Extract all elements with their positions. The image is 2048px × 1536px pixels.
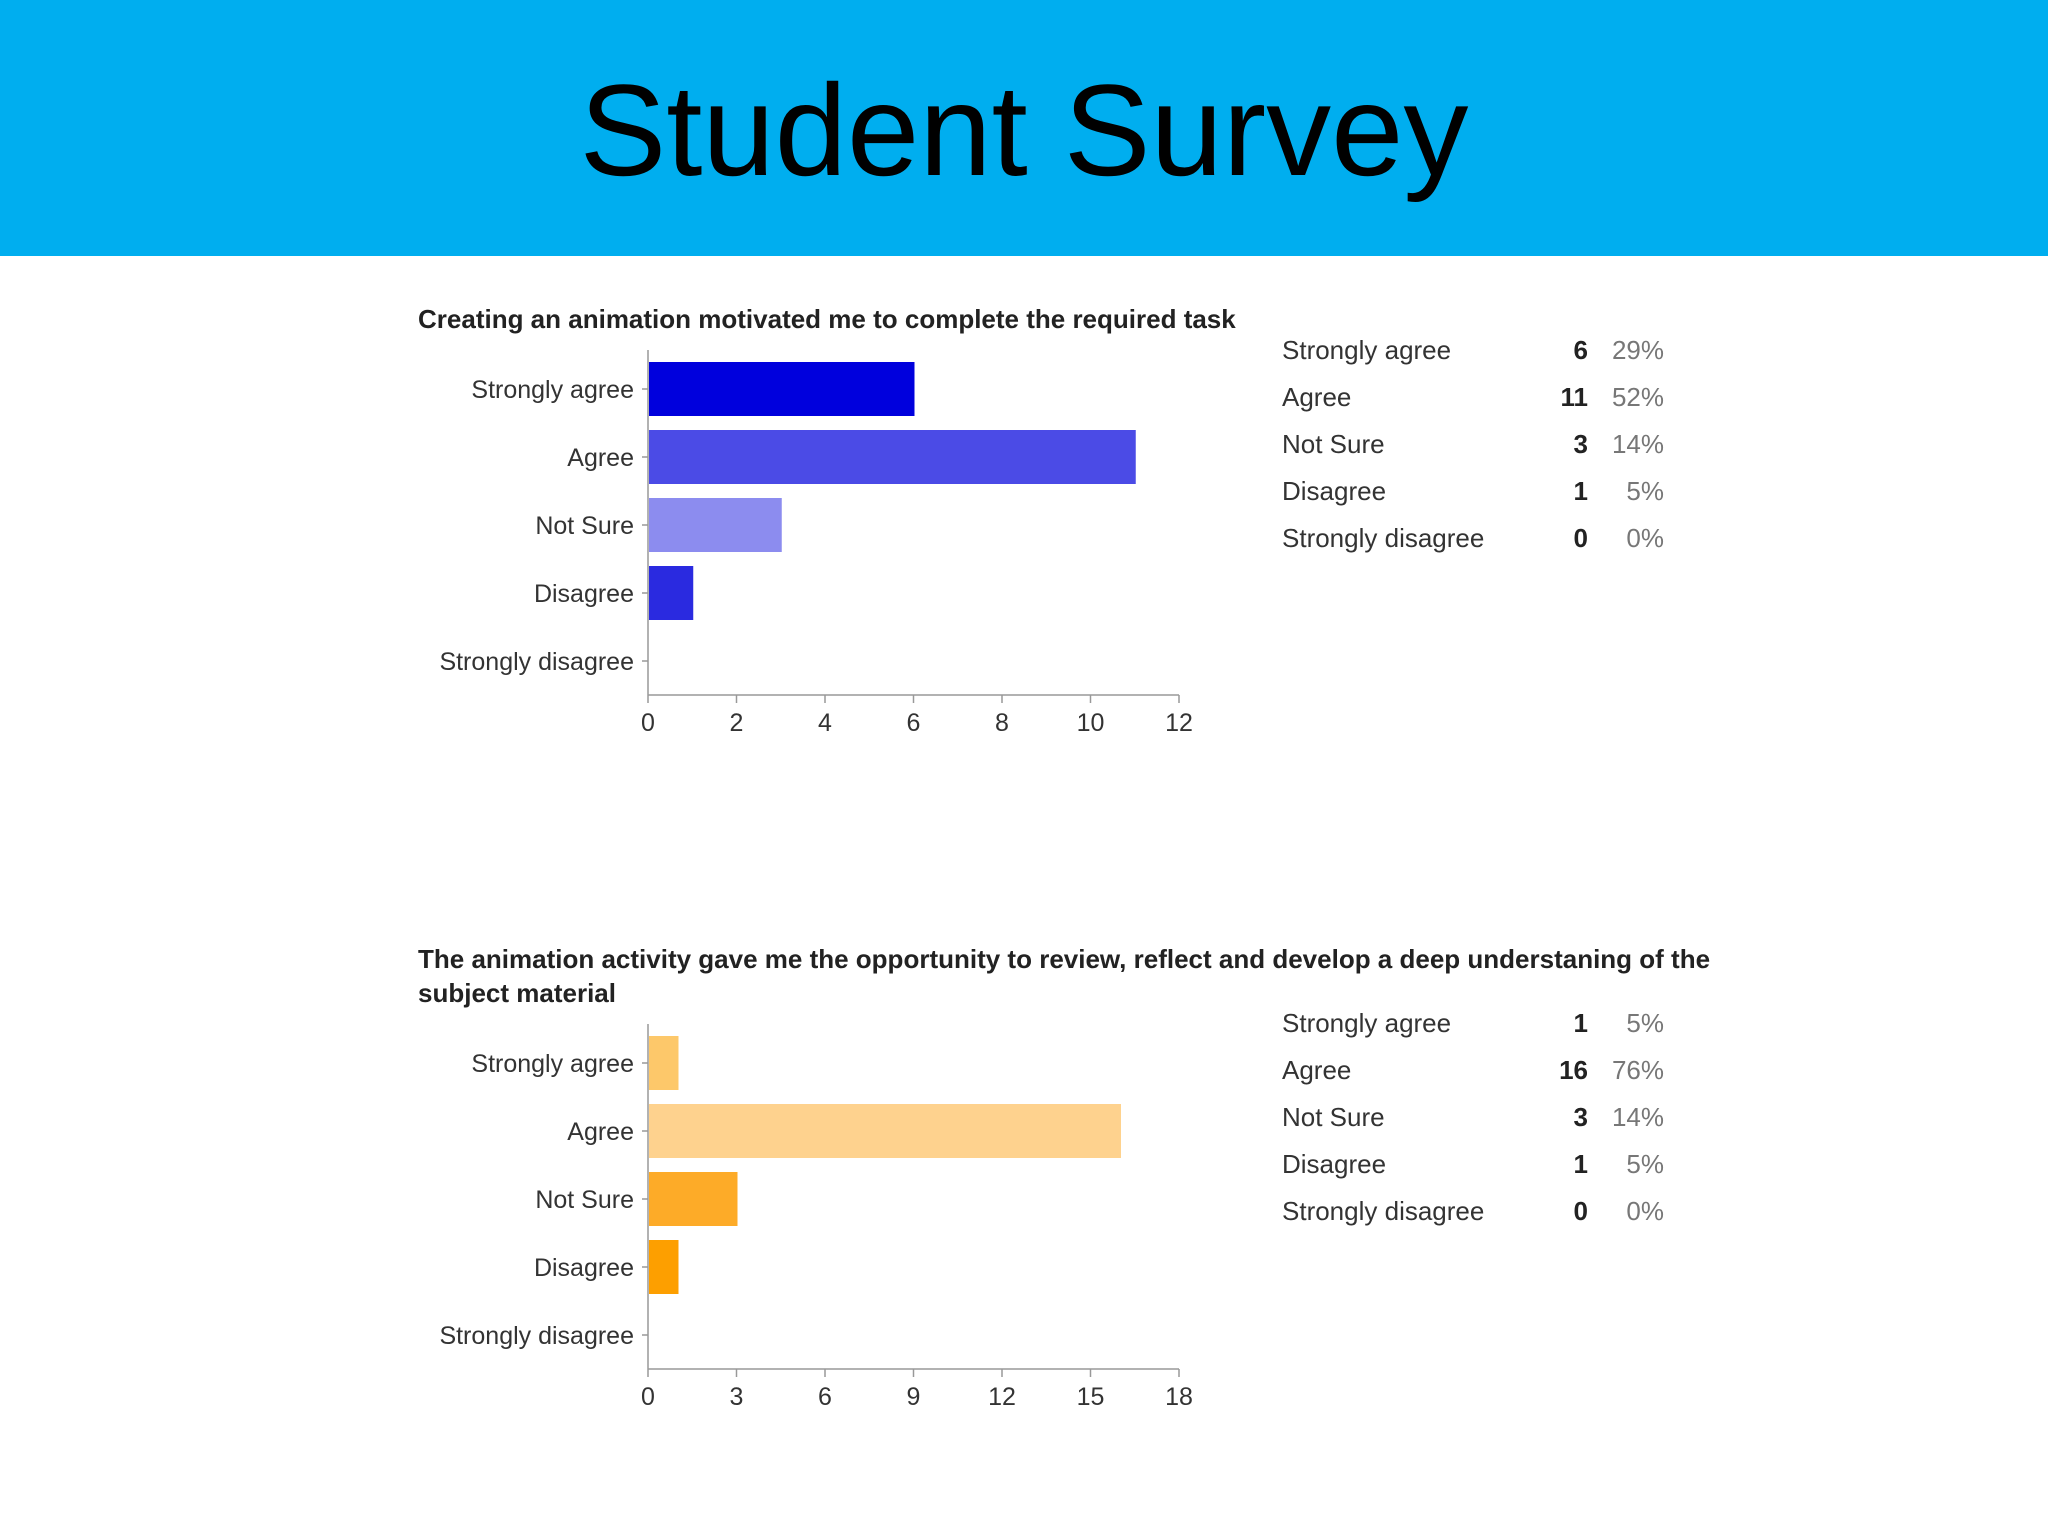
x-tick-label: 4: [818, 709, 832, 737]
summary-row: [1282, 1102, 1682, 1149]
x-tick-label: 18: [1165, 1383, 1193, 1411]
chart-question-2: [0, 1014, 2048, 1434]
bar: [649, 498, 782, 552]
summary-percent: 5%: [1626, 1008, 1664, 1038]
category-label: Agree: [567, 444, 634, 472]
chart-question-1: [0, 340, 2048, 760]
category-label: Not Sure: [535, 1186, 634, 1214]
bar: [649, 362, 915, 416]
category-label: Agree: [567, 1118, 634, 1146]
summary-percent: 14%: [1611, 1102, 1664, 1132]
summary-label: Strongly disagree: [1282, 523, 1485, 553]
summary-percent: 0%: [1626, 1196, 1664, 1226]
summary-row: [1282, 476, 1682, 523]
summary-count: 1: [1573, 1149, 1588, 1179]
summary-count: 0: [1573, 1196, 1588, 1226]
category-label: Disagree: [533, 1254, 634, 1282]
summary-count: 3: [1573, 429, 1588, 459]
summary-row: [1282, 335, 1682, 382]
bar: [649, 1172, 738, 1226]
summary-percent: 29%: [1611, 335, 1664, 365]
summary-row: [1282, 1055, 1682, 1102]
summary-label: Not Sure: [1282, 429, 1385, 459]
summary-row: [1282, 1008, 1682, 1055]
summary-percent: 52%: [1611, 382, 1664, 412]
bar: [649, 1036, 679, 1090]
summary-label: Agree: [1282, 1055, 1352, 1085]
summary-label: Strongly disagree: [1282, 1196, 1485, 1226]
summary-percent: 76%: [1611, 1055, 1664, 1085]
summary-label: Disagree: [1282, 476, 1387, 506]
category-label: Not Sure: [535, 512, 634, 540]
summary-row: [1282, 523, 1682, 570]
summary-percent: 5%: [1626, 476, 1664, 506]
x-tick-label: 6: [906, 709, 921, 737]
question-2-title: The animation activity gave me the opportunity to review, reflect and develop a deep understaning of the subject material: [418, 944, 1711, 1008]
x-tick-label: 8: [995, 709, 1009, 737]
x-tick-label: 10: [1076, 709, 1105, 737]
category-label: Strongly disagree: [439, 1322, 634, 1350]
question-1-title: Creating an animation motivated me to complete the required task: [418, 304, 1236, 334]
summary-question-2: [1282, 1008, 1682, 1243]
summary-label: Strongly agree: [1282, 335, 1452, 365]
summary-percent: 0%: [1626, 523, 1664, 553]
summary-label: Agree: [1282, 382, 1352, 412]
x-tick-label: 2: [729, 709, 744, 737]
category-label: Disagree: [533, 580, 634, 608]
summary-count: 3: [1573, 1102, 1588, 1132]
x-tick-label: 12: [988, 1383, 1016, 1411]
summary-row: [1282, 382, 1682, 429]
summary-percent: 5%: [1626, 1149, 1664, 1179]
summary-count: 1: [1573, 1008, 1588, 1038]
summary-label: Disagree: [1282, 1149, 1387, 1179]
summary-percent: 14%: [1611, 429, 1664, 459]
slide-title: Student Survey: [579, 57, 1469, 203]
summary-label: Not Sure: [1282, 1102, 1385, 1132]
category-label: Strongly agree: [471, 376, 634, 404]
summary-count: 0: [1573, 523, 1588, 553]
x-tick-label: 12: [1165, 709, 1193, 737]
summary-row: [1282, 1149, 1682, 1196]
summary-row: [1282, 429, 1682, 476]
summary-question-1: [1282, 335, 1682, 570]
summary-count: 1: [1573, 476, 1588, 506]
x-tick-label: 15: [1076, 1383, 1105, 1411]
x-tick-label: 9: [906, 1383, 921, 1411]
category-label: Strongly agree: [471, 1050, 634, 1078]
x-tick-label: 6: [818, 1383, 832, 1411]
x-tick-label: 3: [729, 1383, 744, 1411]
bar: [649, 1104, 1121, 1158]
summary-label: Strongly agree: [1282, 1008, 1452, 1038]
bar: [649, 1240, 679, 1294]
summary-row: [1282, 1196, 1682, 1243]
summary-count: 11: [1560, 382, 1588, 412]
category-label: Strongly disagree: [439, 648, 634, 676]
bar: [649, 430, 1136, 484]
x-tick-label: 0: [641, 1383, 655, 1411]
bar: [649, 566, 693, 620]
summary-count: 16: [1559, 1055, 1588, 1085]
x-tick-label: 0: [641, 709, 655, 737]
summary-count: 6: [1573, 335, 1588, 365]
